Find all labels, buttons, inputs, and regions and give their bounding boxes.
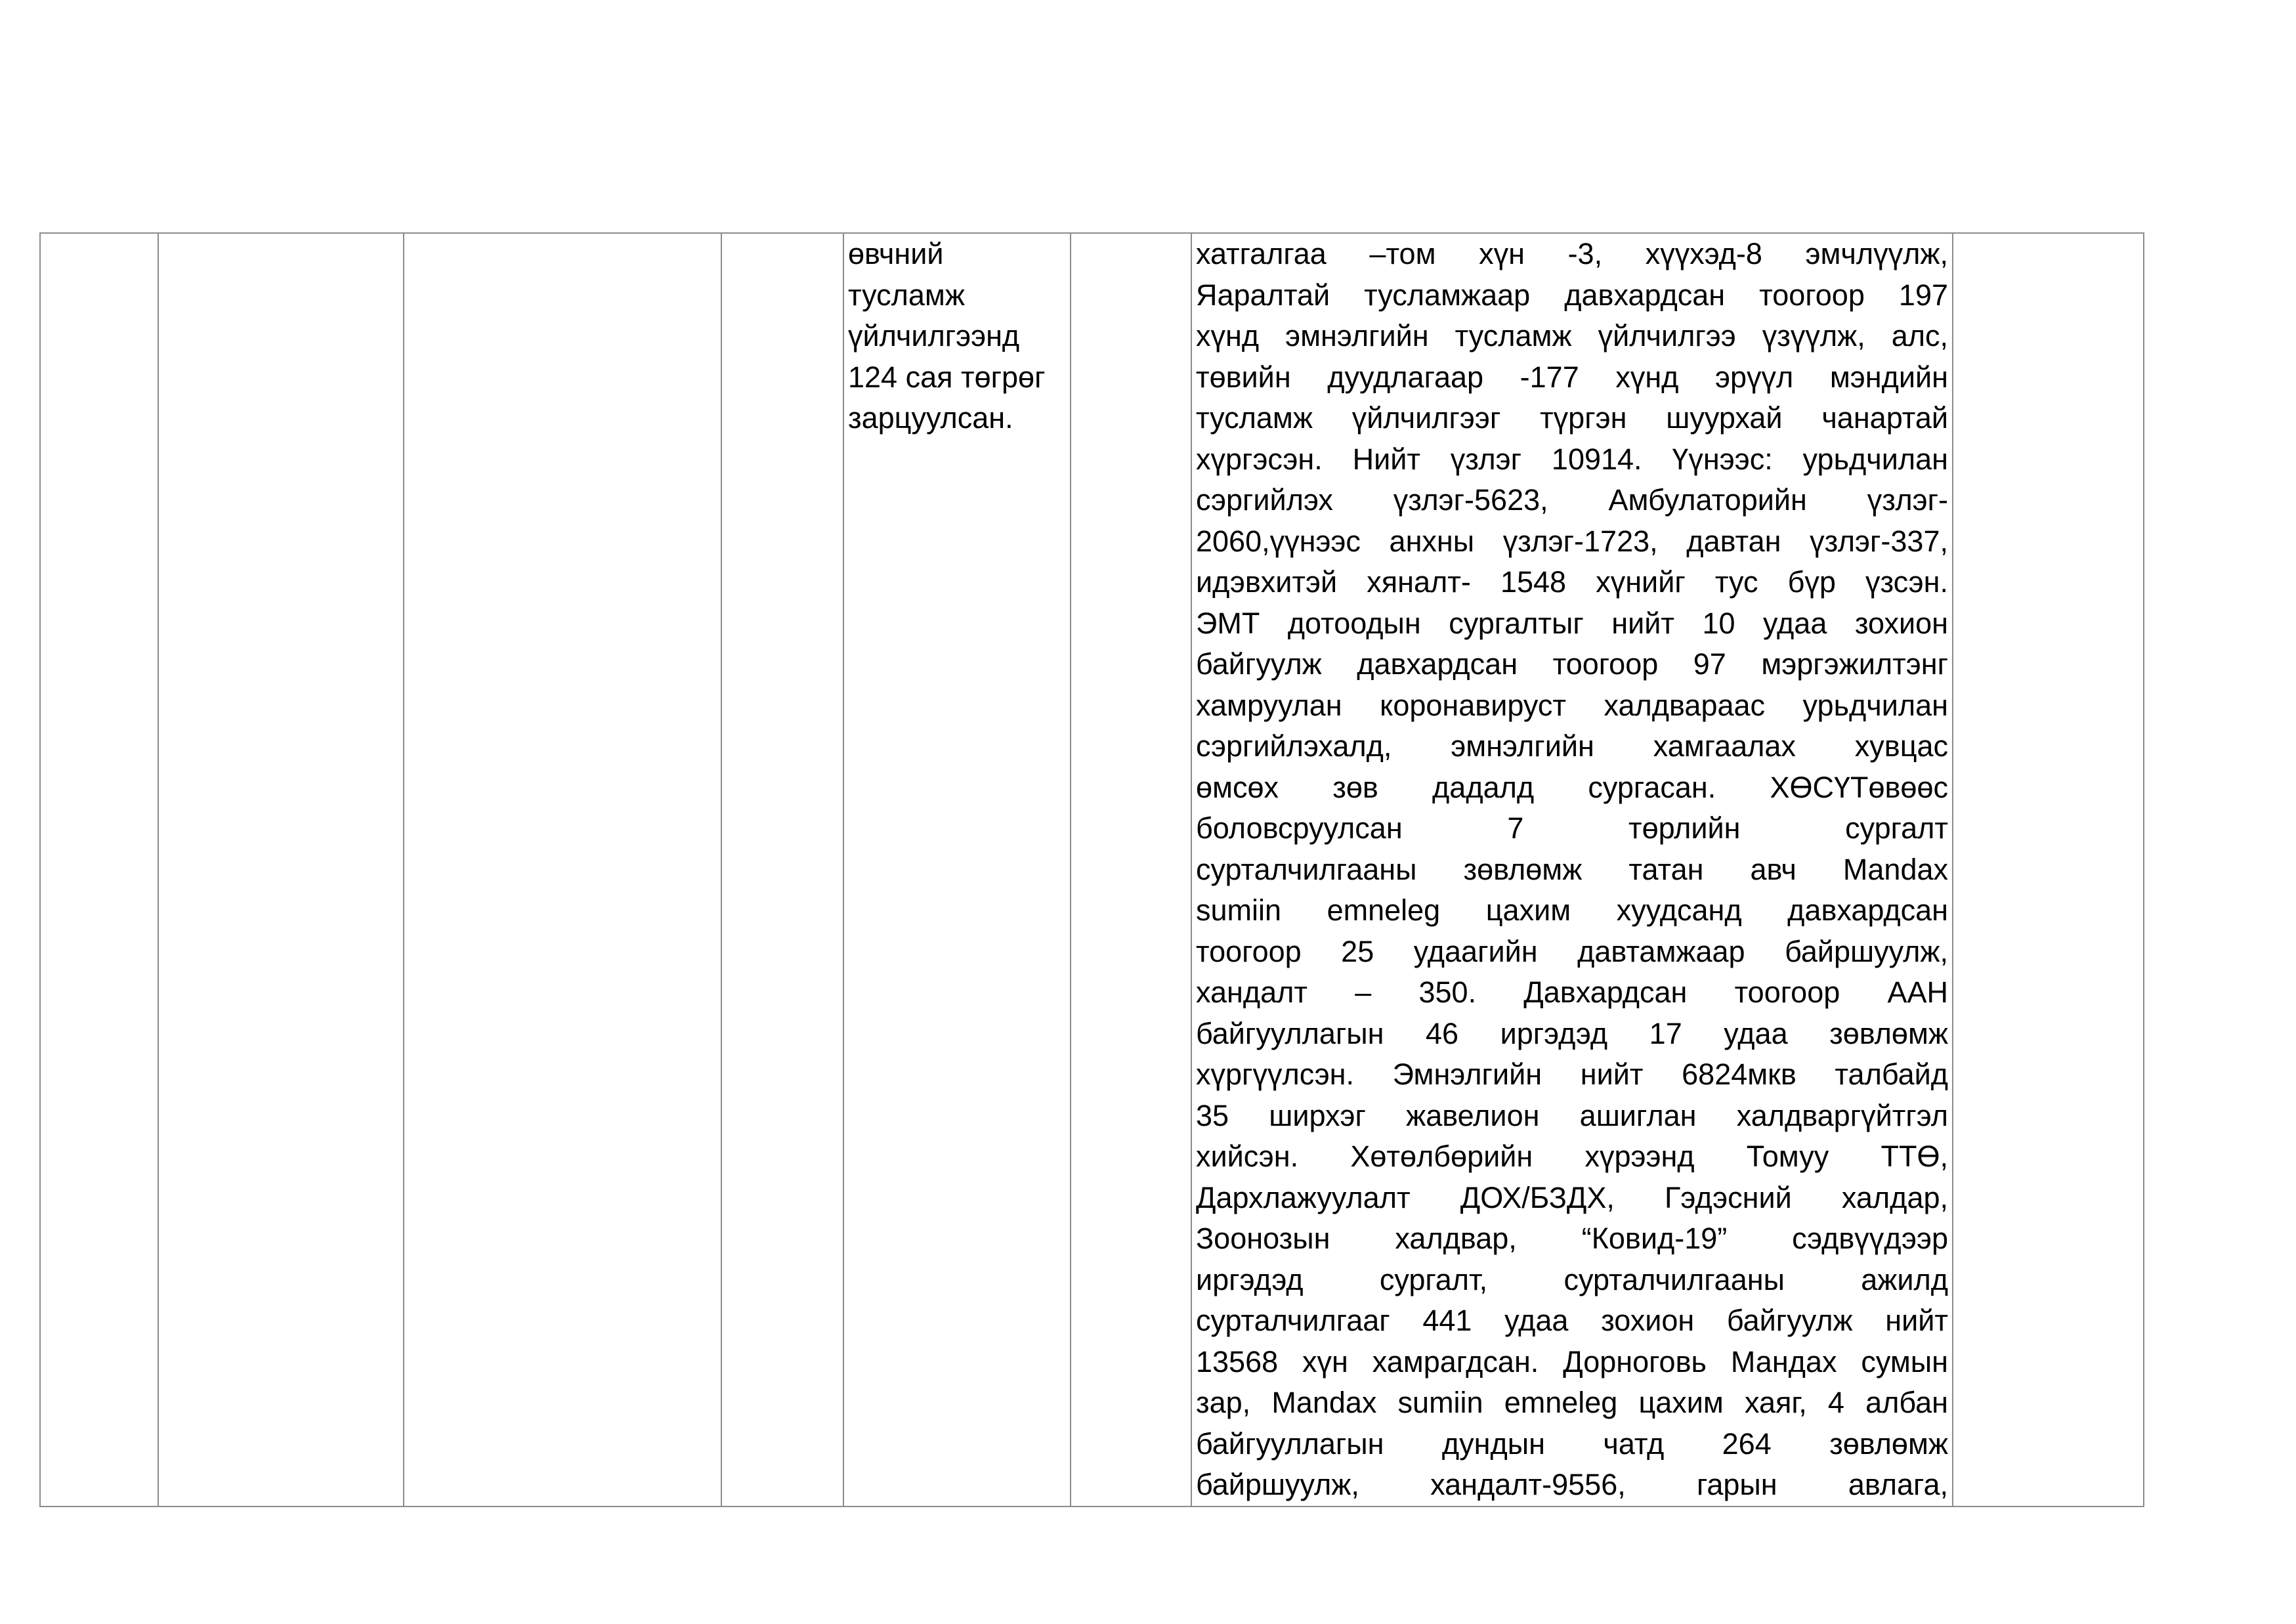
report-line: 2060,үүнээс анхны үзлэг-1723, давтан үзлэг-337,: [1196, 524, 1948, 558]
report-line: 13568 хүн хамрагдсан. Дорноговь Мандах сумын: [1196, 1344, 1948, 1378]
report-line: байгууллагын дундын чатд 264 зөвлөмж: [1196, 1426, 1948, 1461]
cell-col3: [404, 233, 721, 1506]
report-line: ЭМТ дотоодын сургалтыг нийт 10 удаа зохион: [1196, 606, 1948, 640]
report-line: хүнд эмнэлгийн тусламж үйлчилгээ үзүүлж, алс,: [1196, 319, 1948, 353]
cell-budget-note: [843, 233, 1071, 1506]
report-text: [1192, 234, 1952, 1506]
report-line: 35 ширхэг жавелион ашиглан халдваргүйтгэл: [1196, 1098, 1948, 1132]
cell-col4: [721, 233, 843, 1506]
report-line: Дархлажуулалт ДОХ/БЗДХ, Гэдэсний халдар,: [1196, 1180, 1948, 1214]
report-line: хандалт – 350. Давхардсан тоогоор ААН: [1196, 975, 1948, 1009]
report-line: sumiin emneleg цахим хуудсанд давхардсан: [1196, 893, 1948, 927]
report-line: төвийн дуудлагаар -177 хүнд эрүүл мэндийн: [1196, 360, 1948, 394]
report-line: тусламж үйлчилгээг түргэн шуурхай чанартай: [1196, 401, 1948, 435]
cell-col8: [1953, 233, 2144, 1506]
report-line: өмсөх зөв дадалд сургасан. ХӨСҮТөвөөс: [1196, 770, 1948, 804]
report-line: идэвхитэй хяналт- 1548 хүнийг тус бүр үзсэн.: [1196, 565, 1948, 599]
report-line: иргэдэд сургалт, сурталчилгааны ажилд: [1196, 1262, 1948, 1296]
report-line: байгуулж давхардсан тоогоор 97 мэргэжилтэнг: [1196, 647, 1948, 681]
report-line: боловсруулсан 7 төрлийн сургалт: [1196, 811, 1948, 845]
budget-line: үйлчилгээнд: [848, 319, 1020, 353]
cell-activity-report: [1191, 233, 1953, 1506]
budget-line: зарцуулсан.: [848, 401, 1013, 435]
report-line: сурталчилгааны зөвлөмж татан авч Mandax: [1196, 852, 1948, 886]
budget-line: 124 сая төгрөг: [848, 360, 1046, 394]
report-table: [39, 232, 2144, 1507]
report-line: зар, Mandax sumiin emneleg цахим хаяг, 4 албан: [1196, 1386, 1948, 1419]
report-line: Зоонозын халдвар, “Ковид-19” сэдвүүдээр: [1196, 1222, 1948, 1255]
cell-col6: [1071, 233, 1191, 1506]
report-line: хүргэсэн. Нийт үзлэг 10914. Үүнээс: урьдчилан: [1196, 442, 1948, 476]
report-line: сурталчилгааг 441 удаа зохион байгуулж нийт: [1196, 1304, 1948, 1337]
report-line: байгууллагын 46 иргэдэд 17 удаа зөвлөмж: [1196, 1016, 1948, 1050]
report-line: сэргийлэхалд, эмнэлгийн хамгаалах хувцас: [1196, 729, 1948, 763]
report-line: Яаралтай тусламжаар давхардсан тоогоор 197: [1196, 278, 1948, 312]
cell-col1: [40, 233, 158, 1506]
report-line: тоогоор 25 удаагийн давтамжаар байршуулж,: [1196, 934, 1948, 968]
budget-line: тусламж: [848, 278, 965, 312]
report-line: байршуулж, хандалт-9556, гарын авлага,: [1196, 1468, 1948, 1501]
report-line: хамруулан коронавируст халдвараас урьдчилан: [1196, 688, 1948, 722]
report-line: хатгалгаа –том хүн -3, хүүхэд-8 эмчлүүлж,: [1196, 237, 1948, 270]
report-line: хүргүүлсэн. Эмнэлгийн нийт 6824мкв талбайд: [1196, 1058, 1948, 1091]
report-line: хийсэн. Хөтөлбөрийн хүрээнд Томуу ТТӨ,: [1196, 1140, 1948, 1173]
report-line: сэргийлэх үзлэг-5623, Амбулаторийн үзлэг-: [1196, 483, 1948, 517]
budget-line: өвчний: [848, 237, 944, 270]
cell-col2: [158, 233, 404, 1506]
table-row: [40, 233, 2144, 1506]
